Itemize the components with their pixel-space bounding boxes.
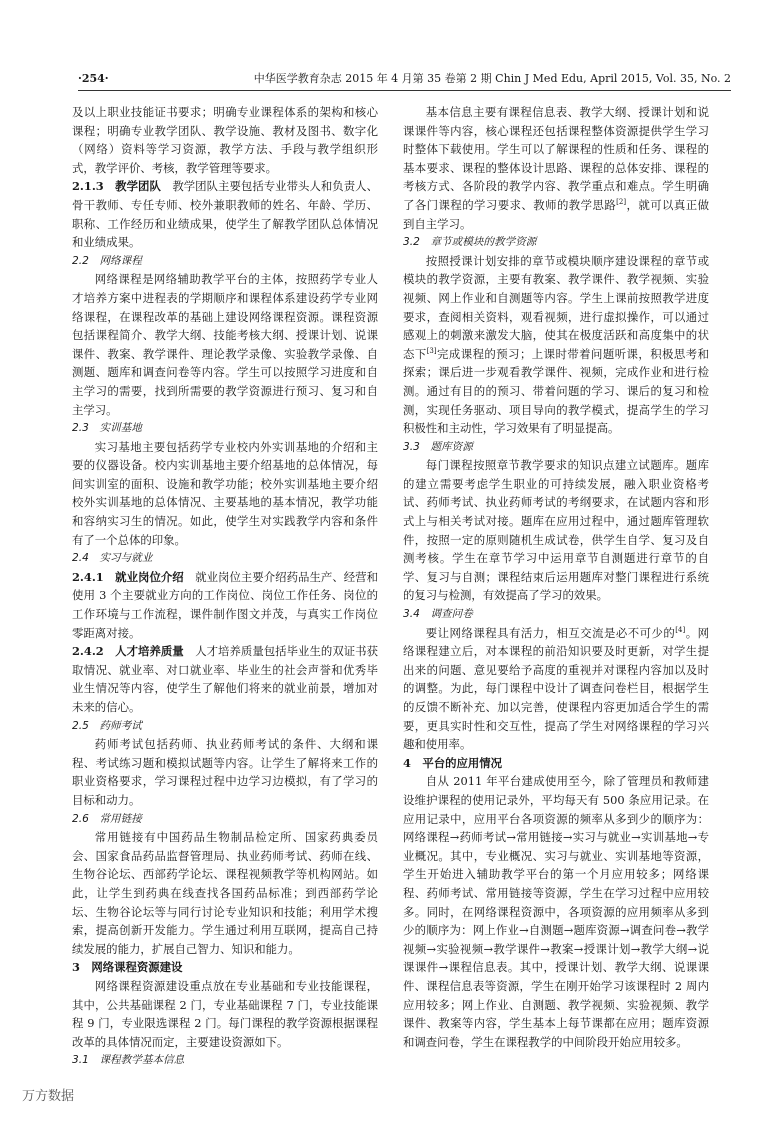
citation-ref: [2]: [616, 198, 627, 207]
section-heading-3-1: 3.1 课程教学基本信息: [72, 1054, 185, 1067]
section-heading-3: 3 网络课程资源建设: [72, 960, 183, 975]
paragraph: 常用链接有中国药品生物制品检定所、国家药典委员会、国家食品药品监督管理局、执业药师考试、药师在线、生物谷论坛、西部药学论坛、课程视频教学等机构网站。如此，让学生到药典在线查找各国药品标准；到西部药学论坛、生物谷论坛等与同行讨论专业知识和技能；利用学术搜索，提高创新开发能力。学生通过利用互联网，提高自己持续发展的能力，扩展自己智力、知识和能力。: [72, 830, 378, 956]
paragraph-2-4-2: [72, 642, 378, 716]
section-heading-4: 4 平台的应用情况: [403, 755, 503, 770]
citation-ref: [4]: [675, 625, 686, 634]
paragraph-2-4-1: [72, 568, 378, 642]
paragraph-3-4: 要让网络课程具有活力，相互交流是必不可少的[4]。网络课程建立后，对本课程的前沿知识要及时更新，对学生提出来的问题、意见要给予高度的重视并对课程内容加以及时的调整。为此，每门课程中设计了调查问卷栏目，根据学生的反馈不断补充、加以完善，使课程内容更加适合学生的需要，更具实时性和交互性，提高了学生对网络课程的学习兴趣和使用率。: [403, 625, 709, 752]
citation-ref: [3]: [426, 346, 437, 355]
paragraph: 实习基地主要包括药学专业校内外实训基地的介绍和主要的仪器设备。校内实训基地主要介绍基地的总体情况，每间实训室的面积、设施和教学功能；校外实训基地主要介绍校外实训基地的总体情况、主要基地的基本情况，教学功能和容纳实习生的情况。如此，使学生对实践教学内容和条件有了一个总体的印象。: [72, 439, 378, 547]
section-heading-2-2: 2.2 网络课程: [72, 254, 142, 267]
paragraph: 药师考试包括药师、执业药师考试的条件、大纲和课程、考试练习题和模拟试题等内容。让学生了解将来工作的职业资格要求，学习课程过程中边学习边模拟，有了学习的目标和动力。: [72, 737, 378, 807]
paragraph: 网络课程是网络辅助教学平台的主体，按照药学专业人才培养方案中进程表的学期顺序和课程体系建设药学专业网络课程，在课程改革的基础上建设网络课程资源。课程资源包括课程简介、教学大纲、技能考核大纲、授课计划、说课课件、教案、教学课件、理论教学录像、实验教学录像、自测题、题库和调查问卷等内容。学生可以按照学习进度和自主学习的需要，找到所需要的教学资源进行预习、复习和自主学习。: [72, 272, 378, 417]
page-number: ·254·: [78, 72, 109, 85]
paragraph: 网络课程资源建设重点放在专业基础和专业技能课程，其中，公共基础课程 2 门，专业基础课程 7 门，专业技能课程 9 门，专业限选课程 2 门。每门课程的教学资源根据课程改革的具体情况而定，主要建设资源如下。: [72, 978, 378, 1049]
watermark-text: 万方数据: [22, 1089, 75, 1104]
journal-citation: 中华医学教育杂志 2015 年 4 月第 35 卷第 2 期 Chin J Med Edu, April 2015, Vol. 35, No. 2: [253, 72, 731, 85]
paragraph-3-1: 基本信息主要有课程信息表、教学大纲、授课计划和说课课件等内容，核心课程还包括课程整体资源提供学生学习时整体下载使用。学生可以了解课程的性质和任务、课程的基本要求、课程的整体设计思路、课程的总体安排、课程的考核方式、各阶段的教学内容、教学重点和难点。学生明确了各门课程的学习要求、教师的教学思路[2]，就可以真正做到自主学习。: [403, 105, 709, 231]
running-header: [78, 70, 731, 91]
section-heading-2-1-3: 2.1.3 教学团队: [72, 179, 161, 194]
section-heading-2-3: 2.3 实训基地: [72, 422, 142, 435]
section-heading-3-4: 3.4 调查问卷: [403, 608, 473, 621]
section-heading-3-3: 3.3 题库资源: [403, 440, 473, 453]
left-column: [72, 103, 378, 1070]
paragraph-4: 自从 2011 年平台建成使用至今，除了管理员和教师建设维护课程的使用记录外，平均每天有 500 条应用记录。在应用记录中，应用平台各项资源的频率从多到少的顺序为：网络课程→药师考试→常用链接→实习与就业→实训基地→专业概况。其中，专业概况、实习与就业、实训基地等资源，学生开始进入辅助教学平台的第一个月应用较多；网络课程、药师考试、常用链接等资源，学生在学习过程中应用较多。同时，在网络课程资源中，各项资源的应用频率从多到少的顺序为：网上作业→自测题→题库资源→调查问卷→教学视频→实验视频→教学课件→教案→授课计划→教学大纲→说课课件→课程信息表。其中，授课计划、教学大纲、说课课件、课程信息表等资源，学生在刚开始学习该课程时 2 周内应用较多；网上作业、自测题、教学视频、实验视频、教学课件、教案等内容，学生基本上每节课都在应用；题库资源和调查问卷，学生在课程教学的中间阶段开始应用较多。: [403, 774, 709, 1049]
paragraph-2-1-3: [72, 177, 378, 251]
paragraph-3-2: 按照授课计划安排的章节或模块顺序建设课程的章节或模块的教学资源，主要有教案、教学课件、教学视频、实验视频、网上作业和自测题等内容。学生上课前按照教学进度要求，查阅相关资料，观看视频，进行虚拟操作，可以通过感观上的刺激来激发大脑，使其在极度活跃和高度集中的状态下[3]完成课程的预习；上课时带着问题听课，积极思考和探索；课后进一步观看教学课件、视频，完成作业和进行检测。通过有目的的预习、带着问题的学习、课后的复习和检测，实现任务驱动、项目导向的教学模式，提高学生的学习积极性和主动性，学习效果有了明显提高。: [403, 253, 709, 436]
section-heading-2-4: 2.4 实习与就业: [72, 552, 153, 565]
paragraph-text: 人才培养质量包括毕业生的双证书获取情况、就业率、对口就业率、毕业生的社会声誉和优秀毕业生情况等内容，使学生了解他们将来的就业前景，增加对未来的信心。: [72, 644, 378, 714]
section-heading-2-6: 2.6 常用链接: [72, 812, 142, 825]
paragraph-text: 就业岗位主要介绍药品生产、经营和使用 3 个主要就业方向的工作岗位、岗位工作任务、岗位的工作环境与工作流程，课件制作图文并茂，与真实工作岗位零距离对接。: [72, 569, 378, 640]
paragraph-text: 教学团队主要包括专业带头人和负责人、骨干教师、专任专师、校外兼职教师的姓名、年龄、学历、职称、工作经历和业绩成果，使学生了解教学团队总体情况和业绩成果。: [72, 179, 378, 250]
right-column: [403, 103, 709, 1051]
section-heading-3-2: 3.2 章节或模块的教学资源: [403, 236, 537, 249]
section-heading-2-4-1: 2.4.1 就业岗位介绍: [72, 569, 184, 584]
paragraph-3-3: 每门课程按照章节教学要求的知识点建立试题库。题库的建立需要考虑学生职业的可持续发展，融入职业资格考试、药师考试、执业药师考试的考纲要求，在试题内容和形式上与相关考试对接。题库在应用过程中，通过题库管理软件，按照一定的原则随机生成试卷，供学生自学、复习及自测考核。学生在章节学习中运用章节自测题进行章节的自学、复习与自测；课程结束后运用题库对整门课程进行系统的复习与检测，有效提高了学习的效果。: [403, 458, 709, 603]
section-heading-2-4-2: 2.4.2 人才培养质量: [72, 644, 184, 659]
section-heading-2-5: 2.5 药师考试: [72, 719, 142, 732]
paragraph: 及以上职业技能证书要求；明确专业课程体系的架构和核心课程；明确专业教学团队、教学设施、教材及图书、数字化（网络）资料等学习资源，教学方法、手段与教学组织形式，教学评价、考核，教学管理等要求。: [72, 105, 378, 175]
